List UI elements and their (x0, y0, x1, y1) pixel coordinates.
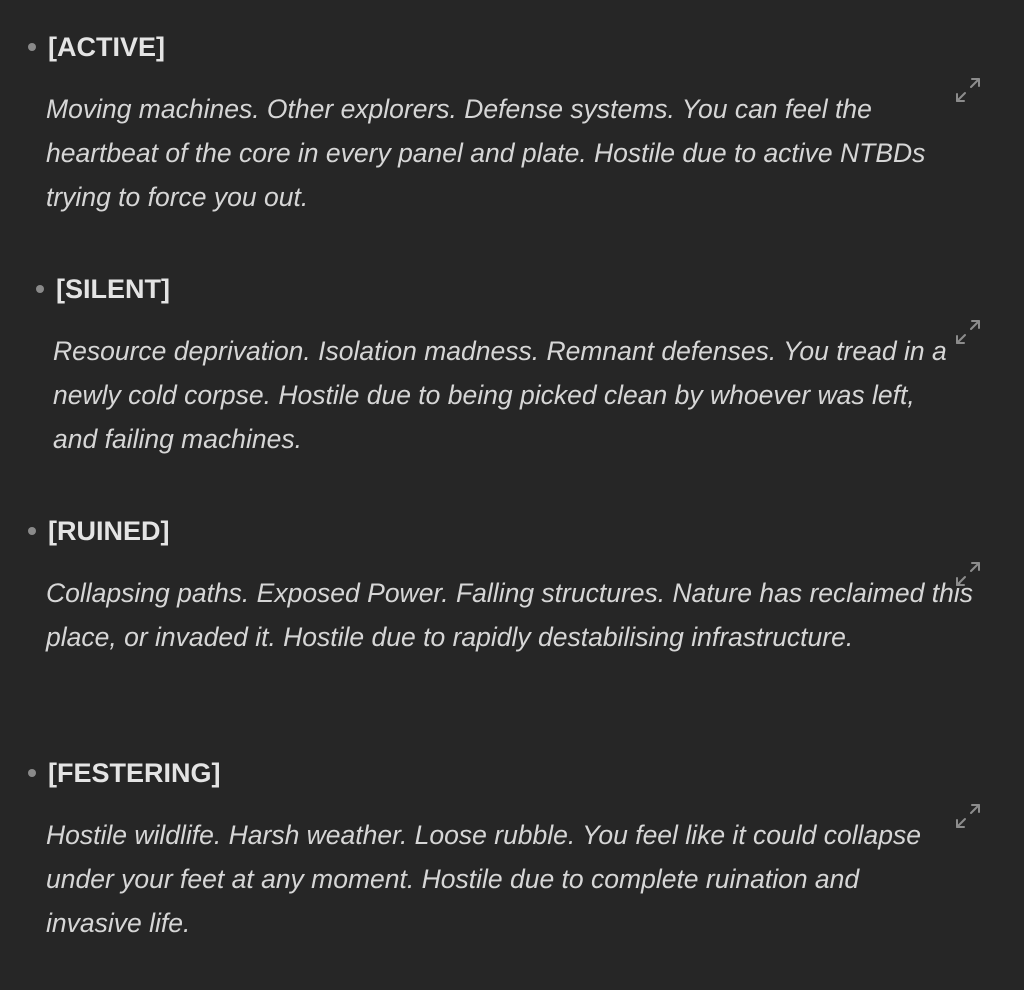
section-heading: [FESTERING] (48, 758, 221, 788)
section-text: Moving machines. Other explorers. Defense systems. You can feel the heartbeat of the core in every panel and plate. Hostile due to active NTBDs trying to force you out. (46, 94, 926, 212)
expand-icon[interactable] (954, 802, 982, 830)
section-text: Hostile wildlife. Harsh weather. Loose rubble. You feel like it could collapse under your feet at any moment. Hostile due to complete ruination and invasive life. (46, 820, 921, 938)
section-text: Resource deprivation. Isolation madness. Remnant defenses. You tread in a newly cold corpse. Hostile due to being picked clean by whoever was left, and failing machines. (53, 336, 947, 454)
expand-icon[interactable] (954, 318, 982, 346)
expand-icon[interactable] (954, 76, 982, 104)
section-heading: [SILENT] (56, 274, 170, 304)
expand-icon[interactable] (954, 560, 982, 588)
bullet-dot (28, 527, 36, 535)
section-heading: [ACTIVE] (48, 32, 165, 62)
section-heading: [RUINED] (48, 516, 170, 546)
section-text: Collapsing paths. Exposed Power. Falling structures. Nature has reclaimed this place, or invaded it. Hostile due to rapidly destabilising infrastructure. (46, 578, 973, 652)
bullet-dot (28, 43, 36, 51)
bullet-dot (36, 285, 44, 293)
bullet-dot (28, 769, 36, 777)
